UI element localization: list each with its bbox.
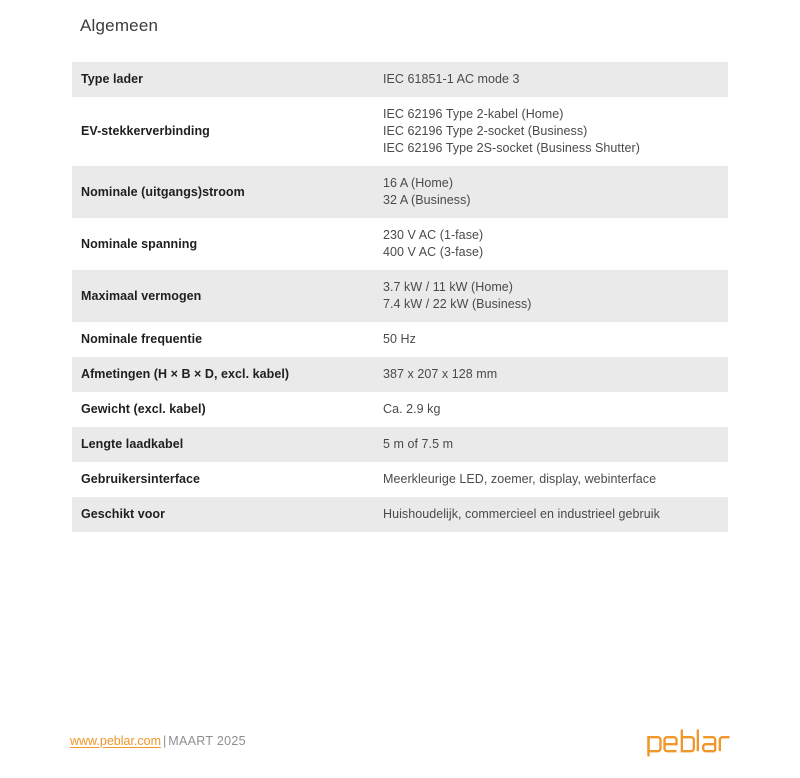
table-row (72, 97, 728, 166)
spec-value-line: Meerkleurige LED, zoemer, display, webinterface (383, 472, 657, 486)
footer-separator: | (163, 734, 167, 748)
spec-label-cell (72, 357, 383, 392)
spec-value-line: IEC 62196 Type 2S-socket (Business Shutter) (383, 141, 640, 155)
spec-value (383, 97, 728, 166)
footer-date: MAART 2025 (168, 734, 246, 748)
table-row (72, 322, 728, 357)
spec-label: Gebruikersinterface (81, 472, 201, 486)
spec-value-cell (383, 166, 728, 218)
table-row (72, 392, 728, 427)
spec-label: EV-stekkerverbinding (81, 124, 210, 138)
table-row (72, 462, 728, 497)
spec-value-cell (383, 97, 728, 166)
website-link[interactable]: www.peblar.com (70, 734, 162, 748)
spec-value-line: 3.7 kW / 11 kW (Home) (383, 280, 514, 294)
specifications-table (72, 62, 728, 532)
spec-label: Nominale (uitgangs)stroom (81, 184, 245, 199)
spec-value (383, 166, 728, 218)
spec-value-line: 230 V AC (1-fase) (383, 228, 484, 242)
table-row (72, 166, 728, 218)
spec-label: Maximaal vermogen (81, 288, 202, 303)
spec-label-cell (72, 392, 383, 427)
spec-value-line: 400 V AC (3-fase) (383, 245, 484, 259)
spec-value-cell (383, 462, 728, 497)
spec-value (383, 270, 728, 322)
spec-value-cell (383, 322, 728, 357)
spec-value-line: 387 x 207 x 128 mm (383, 367, 498, 381)
spec-value-line: Huishoudelijk, commercieel en industrieel gebruik (383, 507, 660, 521)
spec-label-cell (72, 62, 383, 97)
spec-value (383, 218, 728, 270)
spec-label-cell (72, 218, 383, 270)
spec-label: Gewicht (excl. kabel) (81, 402, 206, 416)
spec-label-cell (72, 166, 383, 218)
spec-value (383, 62, 728, 97)
spec-label-cell (72, 427, 383, 462)
table-row (72, 270, 728, 322)
peblar-logo (646, 726, 732, 760)
spec-label-cell (72, 497, 383, 532)
spec-value-cell (383, 270, 728, 322)
spec-label-cell (72, 97, 383, 166)
spec-label: Afmetingen (H × B × D, excl. kabel) (81, 367, 290, 381)
page-title: Algemeen (80, 16, 159, 35)
spec-label-cell (72, 270, 383, 322)
spec-value-line: IEC 61851-1 AC mode 3 (383, 72, 520, 86)
spec-value-cell (383, 218, 728, 270)
page-footer (0, 722, 800, 778)
spec-value-cell (383, 427, 728, 462)
spec-value-cell (383, 62, 728, 97)
table-row (72, 427, 728, 462)
spec-value-cell (383, 357, 728, 392)
spec-value (383, 462, 728, 497)
table-row (72, 497, 728, 532)
spec-value-line: IEC 62196 Type 2-kabel (Home) (383, 107, 564, 121)
spec-value (383, 427, 728, 462)
spec-label: Geschikt voor (81, 507, 166, 521)
spec-label-cell (72, 322, 383, 357)
specifications-table-body (72, 62, 728, 532)
spec-value-line: 32 A (Business) (383, 193, 471, 207)
spec-value-cell (383, 497, 728, 532)
footer-meta (70, 732, 246, 750)
spec-value-line: Ca. 2.9 kg (383, 402, 441, 416)
spec-label: Nominale spanning (81, 236, 198, 251)
spec-label: Lengte laadkabel (81, 437, 184, 451)
spec-value (383, 322, 728, 357)
spec-value-line: 16 A (Home) (383, 176, 454, 190)
spec-value-line: 7.4 kW / 22 kW (Business) (383, 297, 532, 311)
spec-value-line: 50 Hz (383, 332, 416, 346)
table-row (72, 357, 728, 392)
table-row (72, 62, 728, 97)
spec-value (383, 357, 728, 392)
spec-label: Type lader (81, 72, 144, 86)
spec-value (383, 392, 728, 427)
spec-value-line: 5 m of 7.5 m (383, 437, 454, 451)
spec-value (383, 497, 728, 532)
table-row (72, 218, 728, 270)
spec-label-cell (72, 462, 383, 497)
spec-value-line: IEC 62196 Type 2-socket (Business) (383, 124, 588, 138)
spec-label: Nominale frequentie (81, 332, 203, 346)
spec-value-cell (383, 392, 728, 427)
